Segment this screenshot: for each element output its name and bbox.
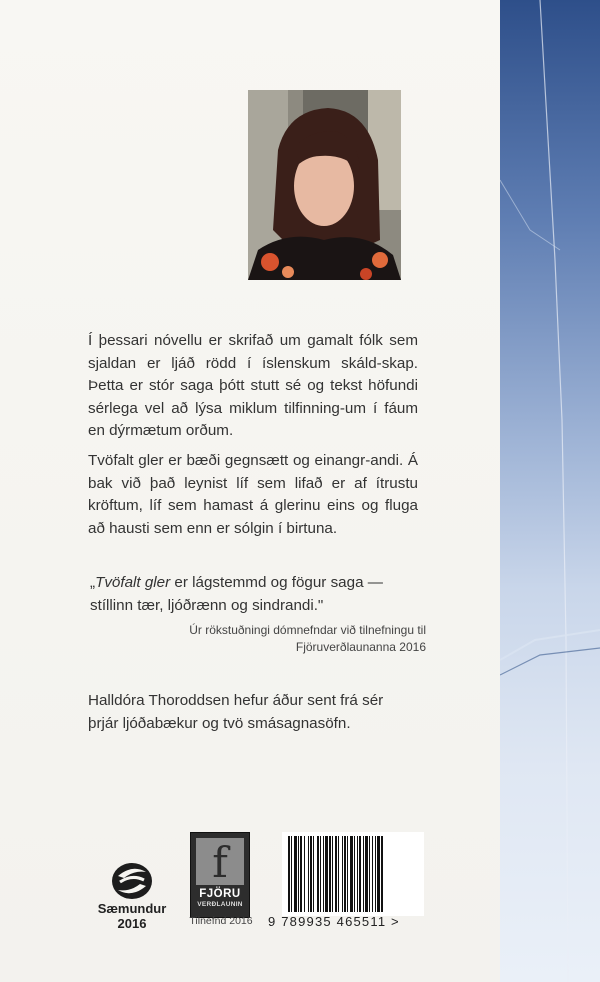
- barcode-bar: [365, 836, 368, 912]
- barcode-bar: [300, 836, 302, 912]
- award-subname: VERÐLAUNIN: [197, 901, 243, 908]
- quote-text: er lágstemmd og fögur saga — stíllinn tær, ljóðrænn og sindrandi.": [90, 574, 383, 614]
- barcode-bar: [375, 836, 376, 912]
- quote-source: [160, 622, 426, 656]
- author-photo: [248, 90, 401, 280]
- author-note: [88, 690, 428, 735]
- publisher-logo-icon: [110, 860, 154, 902]
- barcode-bar: [377, 836, 380, 912]
- barcode-bar: [363, 836, 364, 912]
- barcode-bar: [347, 836, 348, 912]
- quote-book-title: Tvöfalt gler: [95, 574, 171, 591]
- barcode-bar: [304, 836, 305, 912]
- barcode-bar: [332, 836, 333, 912]
- barcode-bar: [342, 836, 343, 912]
- publisher-year: 2016: [117, 916, 147, 931]
- publisher-name: [96, 901, 168, 931]
- description-paragraph-2: Tvöfalt gler er bæði gegnsætt og einangr-andi. Á bak við það leynist líf sem lifað er af ítrustu kröftum, líf sem hamast á glerinu eins og fluga að hausti sem enn er sólgin í birtuna.: [88, 452, 418, 537]
- barcode-bar: [323, 836, 324, 912]
- review-quote: [90, 572, 420, 617]
- barcode-bar: [308, 836, 309, 912]
- author-note-line-2: þrjár ljóðabækur og tvö smásagnasöfn.: [88, 714, 351, 732]
- barcode-bar: [288, 836, 290, 912]
- award-caption: Tilnefnd 2016: [189, 915, 253, 927]
- barcode-bar: [357, 836, 358, 912]
- barcode-bar: [298, 836, 299, 912]
- barcode-bar: [369, 836, 370, 912]
- award-logo-box: [196, 838, 244, 885]
- barcode-bar: [372, 836, 373, 912]
- barcode-bar: [338, 836, 339, 912]
- barcode-bar: [350, 836, 353, 912]
- barcode-bar: [381, 836, 383, 912]
- publisher-name-text: Sæmundur: [97, 901, 167, 916]
- award-badge: [190, 832, 250, 918]
- quote-open-mark: „: [90, 574, 96, 591]
- author-note-line-1: Halldóra Thoroddsen hefur áður sent frá sér: [88, 692, 384, 709]
- award-name: FJÖRU: [199, 888, 241, 900]
- isbn-barcode: [282, 832, 424, 916]
- barcode-bar: [325, 836, 328, 912]
- barcode-bar: [291, 836, 292, 912]
- isbn-number: 9 789935 465511 >: [268, 914, 400, 929]
- spine-glass-image: [500, 0, 600, 982]
- quote-source-line-1: Úr rökstuðningi dómnefndar við tilnefningu til: [189, 623, 426, 637]
- barcode-bar: [335, 836, 337, 912]
- award-logo-letter: f: [212, 838, 228, 887]
- description-paragraph-1: Í þessari nóvellu er skrifað um gamalt fólk sem sjaldan er ljáð rödd í íslenskum skáld-skap. Þetta er stór saga þótt stutt sé og tekst höfundi sérlega vel að lýsa miklum tilfinning-um í fáum en dýrmætum orðum.: [88, 332, 418, 439]
- quote-source-line-2: Fjöruverðlaunanna 2016: [295, 640, 426, 654]
- barcode-bar: [329, 836, 331, 912]
- barcode-bar: [354, 836, 355, 912]
- barcode-bar: [359, 836, 361, 912]
- barcode-bar: [313, 836, 314, 912]
- barcode-bar: [310, 836, 312, 912]
- barcode-bar: [320, 836, 321, 912]
- barcode-bar: [317, 836, 319, 912]
- barcode-bar: [344, 836, 346, 912]
- barcode-bar: [294, 836, 297, 912]
